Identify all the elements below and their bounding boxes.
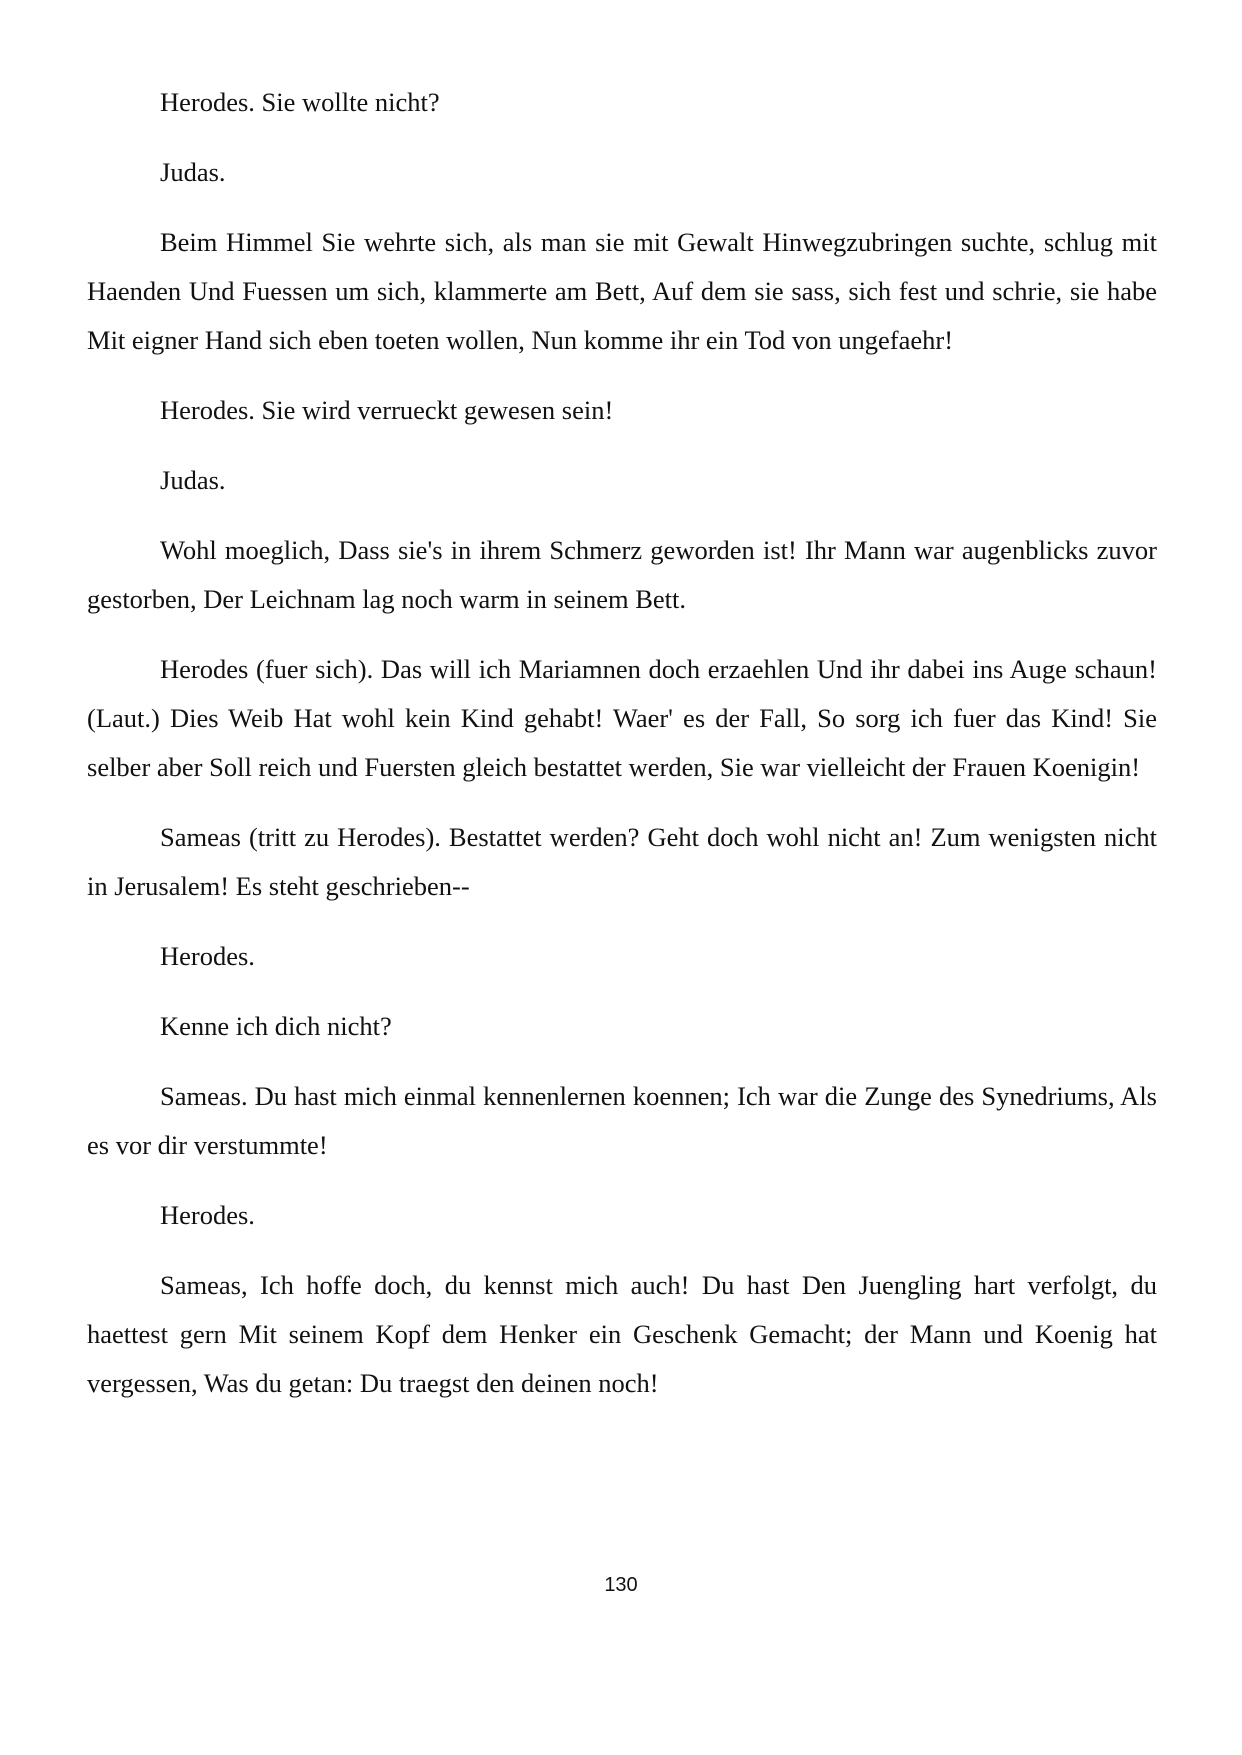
paragraph: Beim Himmel Sie wehrte sich, als man sie mit Gewalt Hinwegzubringen suchte, schlug mit Haenden Und Fuessen um sich, klammerte am Bett, Auf dem sie sass, sich fest und schrie, sie habe Mit eigner Hand sich eben toeten wollen, Nun komme ihr ein Tod von ungefaehr! xyxy=(87,227,1157,355)
paragraph: Sameas. Du hast mich einmal kennenlernen koennen; Ich war die Zunge des Synedriums, Als es vor dir verstummte! xyxy=(87,1081,1157,1160)
paragraph: Herodes. Sie wird verrueckt gewesen sein! xyxy=(160,395,614,425)
paragraph: Herodes (fuer sich). Das will ich Mariamnen doch erzaehlen Und ihr dabei ins Auge schaun! (Laut.) Dies Weib Hat wohl kein Kind gehabt! Waer' es der Fall, So sorg ich fuer das Kind! Sie selber aber Soll reich und Fuersten gleich bestattet werden, Sie war vielleicht der Frauen Koenigin! xyxy=(87,654,1157,782)
paragraph: Judas. xyxy=(160,157,226,187)
paragraph: Herodes. Sie wollte nicht? xyxy=(160,87,440,117)
page-body xyxy=(87,78,1157,1429)
paragraph: Kenne ich dich nicht? xyxy=(160,1011,392,1041)
paragraph: Judas. xyxy=(160,465,226,495)
paragraph: Herodes. xyxy=(160,941,255,971)
paragraph: Sameas (tritt zu Herodes). Bestattet werden? Geht doch wohl nicht an! Zum wenigsten nicht in Jerusalem! Es steht geschrieben-- xyxy=(87,822,1157,901)
paragraph: Wohl moeglich, Dass sie's in ihrem Schmerz geworden ist! Ihr Mann war augenblicks zuvor gestorben, Der Leichnam lag noch warm in seinem Bett. xyxy=(87,535,1157,614)
paragraph: Sameas, Ich hoffe doch, du kennst mich auch! Du hast Den Juengling hart verfolgt, du haettest gern Mit seinem Kopf dem Henker ein Geschenk Gemacht; der Mann und Koenig hat vergessen, Was du getan: Du traegst den deinen noch! xyxy=(87,1270,1157,1398)
page-number: 130 xyxy=(604,1574,638,1596)
paragraph: Herodes. xyxy=(160,1200,255,1230)
